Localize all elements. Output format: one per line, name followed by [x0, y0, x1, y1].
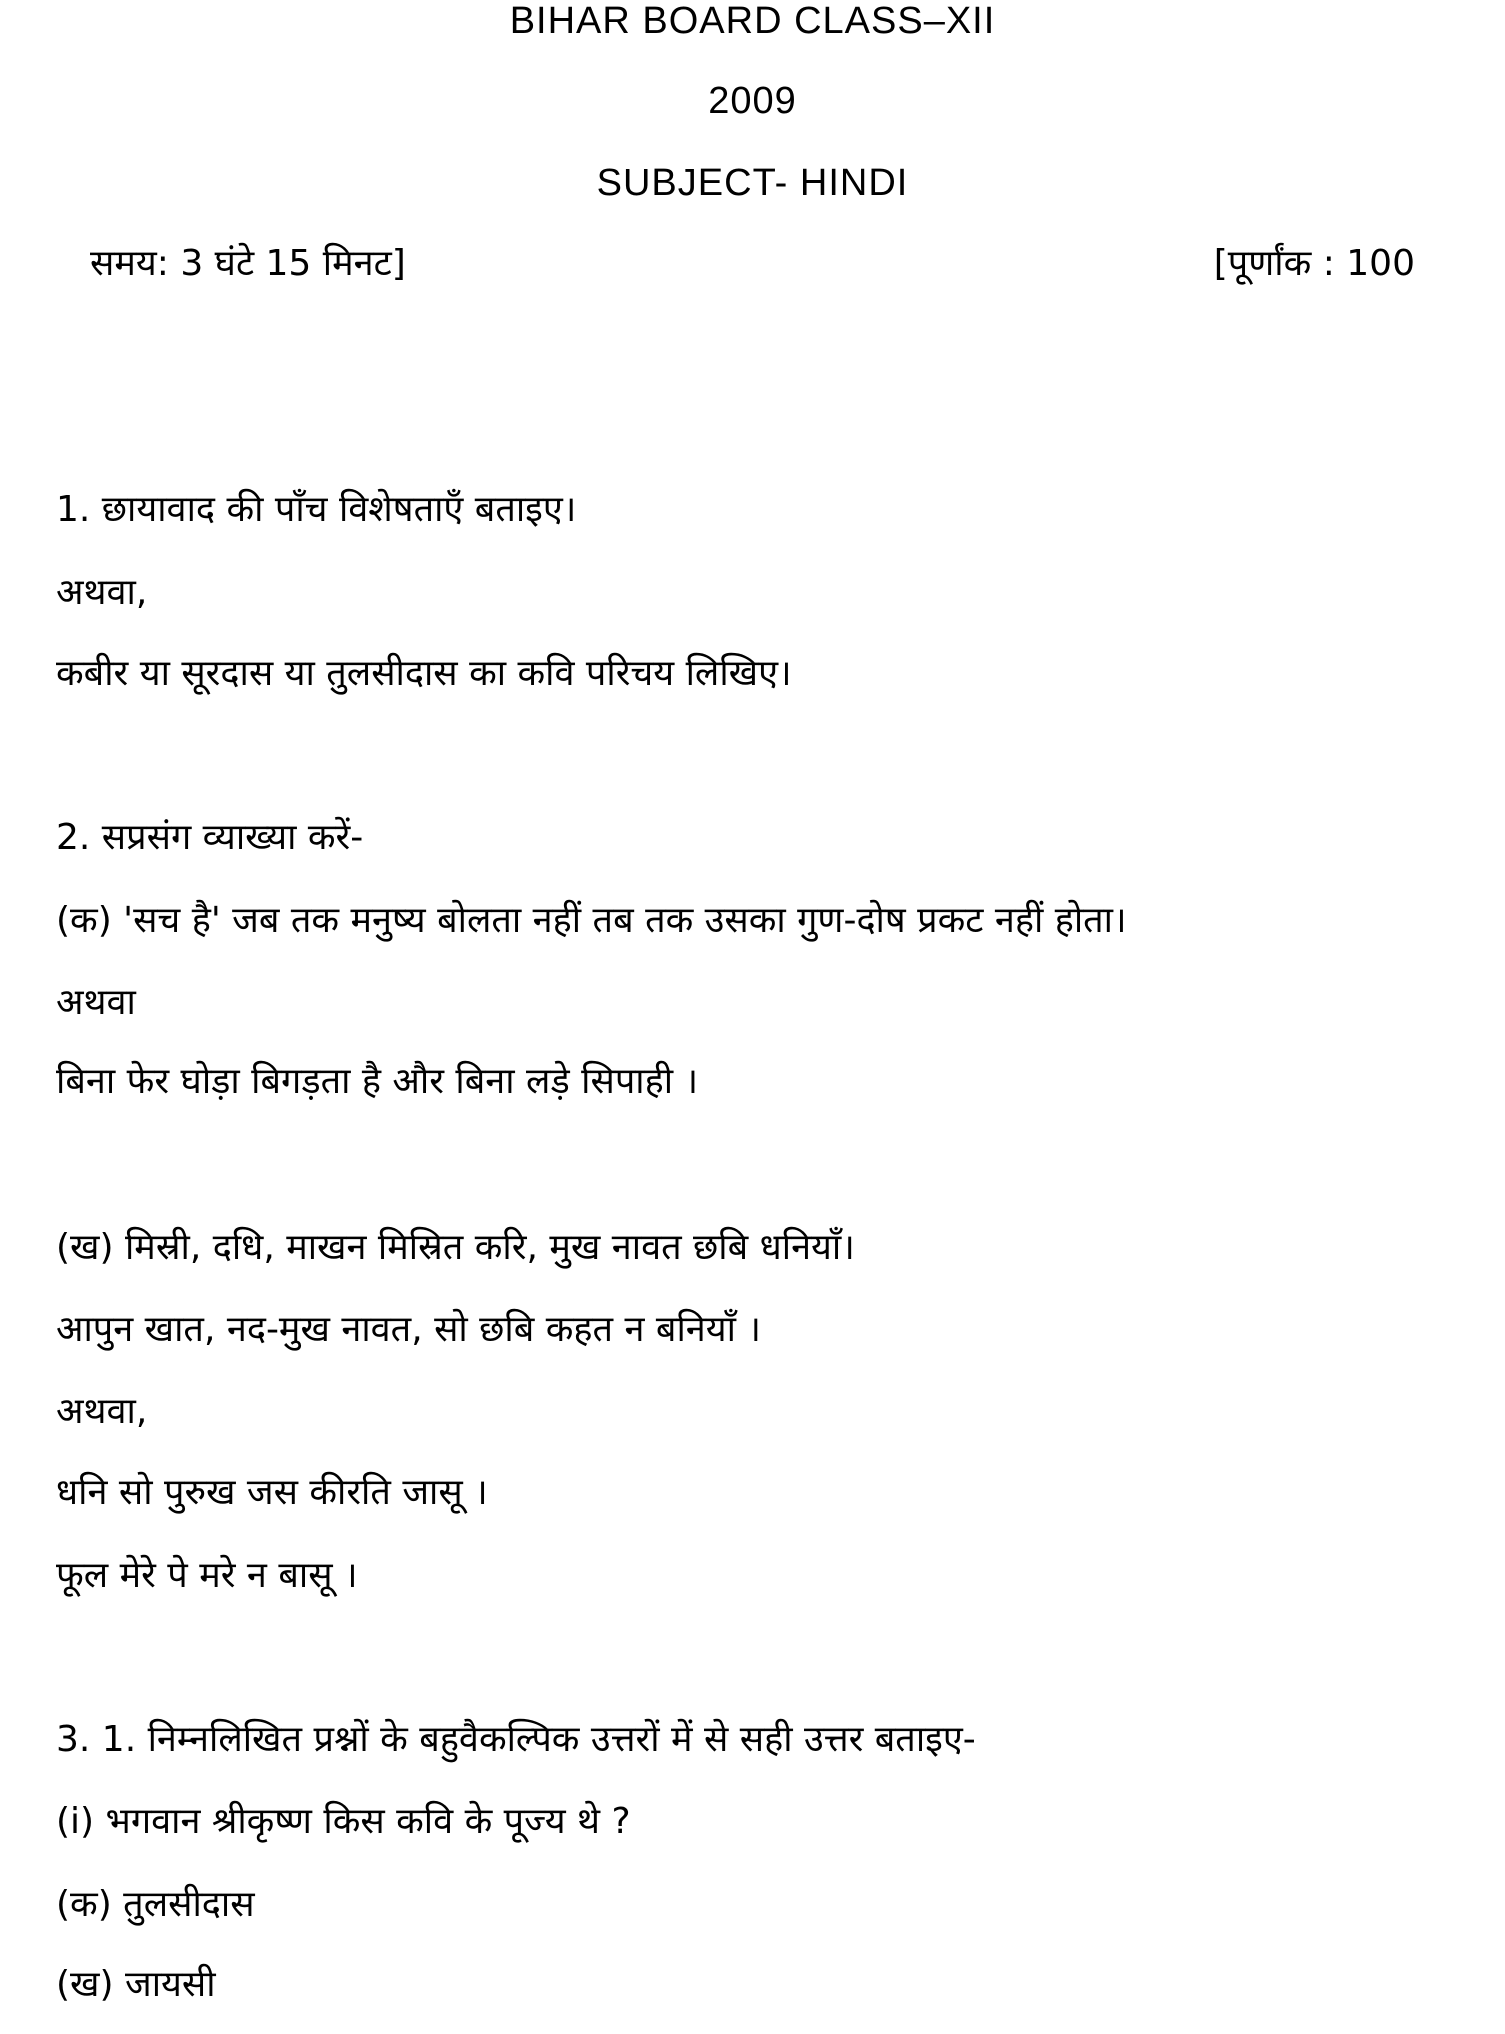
- question-text: 1. छायावाद की पाँच विशेषताएँ बताइए।: [56, 489, 577, 530]
- subject-title: SUBJECT- HINDI: [596, 162, 909, 204]
- or-label: अथवा: [56, 982, 136, 1023]
- or-label: अथवा,: [56, 572, 148, 613]
- passage-ka: (क) 'सच है' जब तक मनुष्य बोलता नहीं तब तक उसका गुण-दोष प्रकट नहीं होता।: [56, 900, 1127, 941]
- option-ka: (क) तुलसीदास: [56, 1884, 255, 1925]
- question-text: 2. सप्रसंग व्याख्या करें-: [56, 817, 364, 858]
- passage-kha-alt-line1: धनि सो पुरुख जस कीरति जासू ।: [56, 1472, 488, 1513]
- board-title: BIHAR BOARD CLASS–XII: [509, 0, 996, 42]
- question-text: 3. 1. निम्नलिखित प्रश्नों के बहुवैकल्पिक उत्तरों में से सही उत्तर बताइए-: [56, 1719, 976, 1760]
- full-marks: [पूर्णांक : 100: [1213, 243, 1415, 284]
- passage-ka-alt: बिना फेर घोड़ा बिगड़ता है और बिना लड़े सिपाही ।: [56, 1061, 699, 1102]
- passage-kha-alt-line2: फूल मेरे पे मरे न बासू ।: [56, 1555, 358, 1596]
- passage-kha-line1: (ख) मिस्री, दधि, माखन मिस्रित करि, मुख नावत छबि धनियाँ।: [56, 1227, 855, 1268]
- passage-kha-line2: आपुन खात, नद-मुख नावत, सो छबि कहत न बनियाँ ।: [56, 1309, 762, 1350]
- time-allowed: समय: 3 घंटे 15 मिनट]: [90, 243, 406, 284]
- exam-year: 2009: [708, 80, 797, 122]
- sub-question-i: (i) भगवान श्रीकृष्ण किस कवि के पूज्य थे ?: [56, 1801, 631, 1842]
- alternative-question: कबीर या सूरदास या तुलसीदास का कवि परिचय लिखिए।: [56, 653, 792, 694]
- option-kha: (ख) जायसी: [56, 1964, 216, 2005]
- or-label: अथवा,: [56, 1391, 148, 1432]
